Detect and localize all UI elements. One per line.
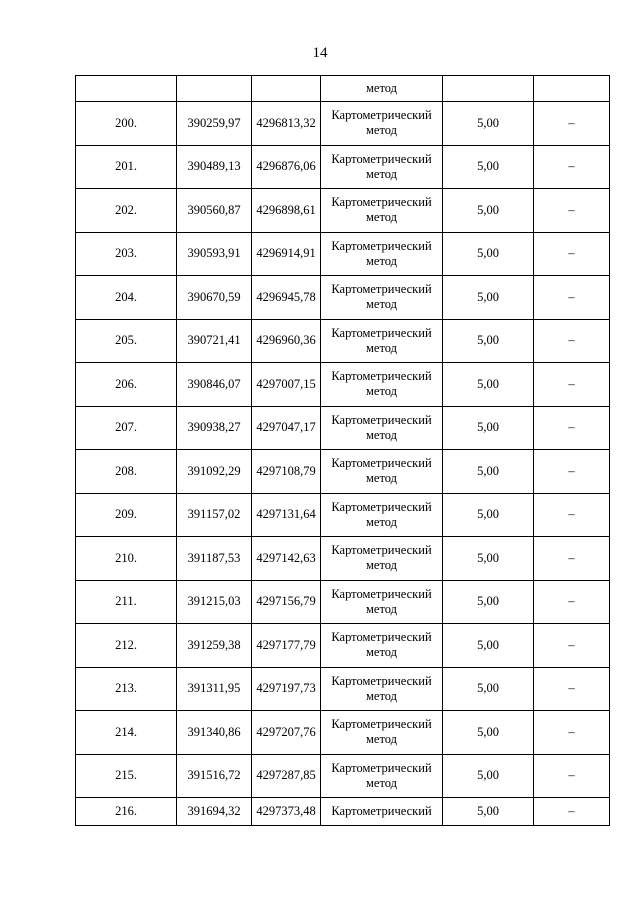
cell-x: 391187,53	[177, 537, 252, 581]
method-line-2: метод	[365, 123, 397, 138]
cell-method: метод	[321, 76, 443, 102]
method-line-2: метод	[365, 427, 397, 442]
cell-num: 203.	[76, 232, 177, 276]
cell-y: 4296945,78	[252, 276, 321, 320]
method-line-1: Картометрический	[331, 543, 432, 558]
cell-x: 390560,87	[177, 189, 252, 233]
cell-error: 5,00	[443, 102, 534, 146]
cell-y: 4296960,36	[252, 319, 321, 363]
cell-error: 5,00	[443, 450, 534, 494]
cell-note: –	[534, 319, 610, 363]
cell-y: 4297156,79	[252, 580, 321, 624]
cell-error: 5,00	[443, 537, 534, 581]
cell-note: –	[534, 624, 610, 668]
cell-note: –	[534, 754, 610, 798]
cell-y	[252, 76, 321, 102]
cell-y: 4296898,61	[252, 189, 321, 233]
cell-x: 391259,38	[177, 624, 252, 668]
cell-x: 391311,95	[177, 667, 252, 711]
method-line-2: метод	[365, 601, 397, 616]
cell-error: 5,00	[443, 145, 534, 189]
cell-num	[76, 76, 177, 102]
cell-num: 213.	[76, 667, 177, 711]
page-number: 14	[312, 45, 328, 61]
cell-y: 4296876,06	[252, 145, 321, 189]
cell-note	[534, 76, 610, 102]
table-row	[76, 450, 610, 494]
cell-x: 391694,32	[177, 798, 252, 826]
method-line-2: метод	[365, 166, 397, 181]
table-row	[76, 145, 610, 189]
table-row	[76, 798, 610, 826]
cell-error: 5,00	[443, 406, 534, 450]
cell-num: 211.	[76, 580, 177, 624]
cell-method	[321, 667, 443, 711]
cell-num: 204.	[76, 276, 177, 320]
cell-num: 215.	[76, 754, 177, 798]
cell-y: 4297142,63	[252, 537, 321, 581]
method-line-1: Картометрический	[331, 195, 432, 210]
cell-method: Картометрический	[321, 798, 443, 826]
cell-num: 206.	[76, 363, 177, 407]
cell-num: 201.	[76, 145, 177, 189]
cell-error: 5,00	[443, 580, 534, 624]
cell-method	[321, 189, 443, 233]
cell-num: 216.	[76, 798, 177, 826]
method-line-2: метод	[365, 253, 397, 268]
method-line-2: метод	[365, 471, 397, 486]
method-line-1: Картометрический	[331, 499, 432, 514]
cell-y: 4296813,32	[252, 102, 321, 146]
cell-note: –	[534, 450, 610, 494]
cell-note: –	[534, 667, 610, 711]
table-row	[76, 493, 610, 537]
table-row	[76, 754, 610, 798]
continuation-row	[76, 76, 610, 102]
cell-error: 5,00	[443, 667, 534, 711]
cell-y: 4297047,17	[252, 406, 321, 450]
cell-method	[321, 450, 443, 494]
table-row	[76, 624, 610, 668]
table-row	[76, 580, 610, 624]
cell-x: 391215,03	[177, 580, 252, 624]
cell-x: 390721,41	[177, 319, 252, 363]
cell-x: 390846,07	[177, 363, 252, 407]
cell-note: –	[534, 102, 610, 146]
cell-error: 5,00	[443, 276, 534, 320]
method-line-1: Картометрический	[331, 151, 432, 166]
cell-method	[321, 406, 443, 450]
table-row	[76, 406, 610, 450]
method-line-1: Картометрический	[331, 586, 432, 601]
table-row	[76, 667, 610, 711]
method-line-1: Картометрический	[331, 760, 432, 775]
cell-error: 5,00	[443, 319, 534, 363]
method-line-1: Картометрический	[331, 456, 432, 471]
cell-note: –	[534, 276, 610, 320]
cell-note: –	[534, 798, 610, 826]
cell-y: 4297197,73	[252, 667, 321, 711]
cell-note: –	[534, 145, 610, 189]
cell-method	[321, 319, 443, 363]
table-row	[76, 276, 610, 320]
cell-note: –	[534, 363, 610, 407]
method-line-1: Картометрический	[331, 369, 432, 384]
cell-error: 5,00	[443, 232, 534, 276]
cell-method	[321, 363, 443, 407]
table-row	[76, 232, 610, 276]
cell-note: –	[534, 406, 610, 450]
cell-y: 4297287,85	[252, 754, 321, 798]
cell-y: 4297007,15	[252, 363, 321, 407]
cell-y: 4296914,91	[252, 232, 321, 276]
cell-x: 390670,59	[177, 276, 252, 320]
cell-y: 4297177,79	[252, 624, 321, 668]
cell-error: 5,00	[443, 754, 534, 798]
cell-method	[321, 754, 443, 798]
cell-x: 391157,02	[177, 493, 252, 537]
table-body	[76, 76, 610, 826]
cell-error: 5,00	[443, 363, 534, 407]
method-line-2: метод	[365, 210, 397, 225]
cell-x: 390259,97	[177, 102, 252, 146]
cell-note: –	[534, 189, 610, 233]
cell-error: 5,00	[443, 493, 534, 537]
cell-x: 390489,13	[177, 145, 252, 189]
table-row	[76, 102, 610, 146]
cell-num: 207.	[76, 406, 177, 450]
cell-note: –	[534, 537, 610, 581]
method-line-2: метод	[365, 645, 397, 660]
cell-error: 5,00	[443, 189, 534, 233]
method-line-2: метод	[365, 384, 397, 399]
table-row	[76, 189, 610, 233]
cell-method	[321, 102, 443, 146]
cell-method	[321, 145, 443, 189]
cell-method	[321, 276, 443, 320]
method-line-2: метод	[365, 297, 397, 312]
cell-y: 4297373,48	[252, 798, 321, 826]
cell-x: 391092,29	[177, 450, 252, 494]
method-line-2: метод	[365, 340, 397, 355]
method-line-2: метод	[365, 558, 397, 573]
cell-method	[321, 624, 443, 668]
cell-note: –	[534, 232, 610, 276]
cell-y: 4297131,64	[252, 493, 321, 537]
cell-error: 5,00	[443, 624, 534, 668]
cell-num: 210.	[76, 537, 177, 581]
method-line-2: метод	[365, 688, 397, 703]
method-line-2: метод	[365, 775, 397, 790]
method-line-2: метод	[365, 514, 397, 529]
cell-method	[321, 493, 443, 537]
method-line-2: метод	[365, 732, 397, 747]
method-line-1: Картометрический	[331, 630, 432, 645]
cell-method	[321, 711, 443, 755]
method-line-1: Картометрический	[331, 412, 432, 427]
method-line-1: Картометрический	[331, 238, 432, 253]
cell-error	[443, 76, 534, 102]
cell-num: 202.	[76, 189, 177, 233]
table-row	[76, 363, 610, 407]
cell-method	[321, 232, 443, 276]
cell-num: 200.	[76, 102, 177, 146]
method-line-1: Картометрический	[331, 108, 432, 123]
cell-error: 5,00	[443, 711, 534, 755]
cell-method	[321, 537, 443, 581]
method-line-1: Картометрический	[331, 673, 432, 688]
cell-y: 4297207,76	[252, 711, 321, 755]
cell-error: 5,00	[443, 798, 534, 826]
cell-y: 4297108,79	[252, 450, 321, 494]
cell-note: –	[534, 493, 610, 537]
cell-num: 212.	[76, 624, 177, 668]
cell-x: 390938,27	[177, 406, 252, 450]
cell-note: –	[534, 580, 610, 624]
cell-x: 390593,91	[177, 232, 252, 276]
cell-method	[321, 580, 443, 624]
cell-num: 205.	[76, 319, 177, 363]
table-row	[76, 537, 610, 581]
table-row	[76, 319, 610, 363]
cell-num: 208.	[76, 450, 177, 494]
method-line-1: Картометрический	[331, 717, 432, 732]
table-row	[76, 711, 610, 755]
cell-x	[177, 76, 252, 102]
cell-note: –	[534, 711, 610, 755]
cell-x: 391516,72	[177, 754, 252, 798]
cell-num: 214.	[76, 711, 177, 755]
method-line-1: Картометрический	[331, 325, 432, 340]
coordinates-table	[75, 75, 610, 826]
method-line-1: Картометрический	[331, 282, 432, 297]
cell-x: 391340,86	[177, 711, 252, 755]
cell-num: 209.	[76, 493, 177, 537]
